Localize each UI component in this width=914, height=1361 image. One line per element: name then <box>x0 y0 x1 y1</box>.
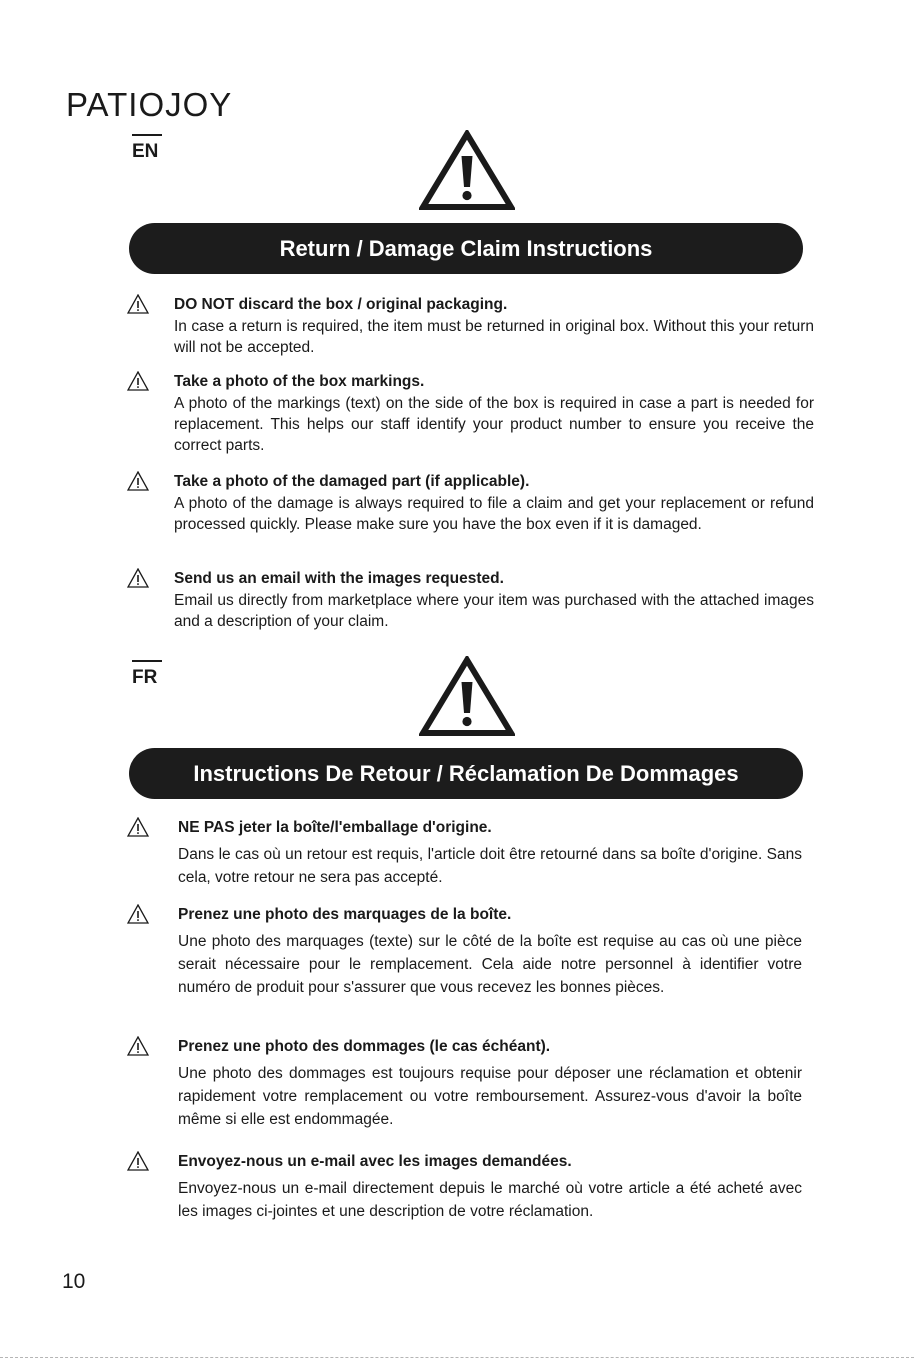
warning-icon <box>127 904 149 924</box>
instruction-item <box>174 371 814 456</box>
page-number: 10 <box>62 1270 86 1293</box>
language-label-en <box>132 134 162 163</box>
instruction-body: Une photo des marquages (texte) sur le côté de la boîte est requise au cas où une pièce serait nécessaire pour le remplacement. Cela aide notre personnel à identifier votre numéro de produit pour s'assurer que vous recevez les bonnes pièces. <box>178 933 802 996</box>
instruction-item <box>174 568 814 632</box>
instruction-body: Envoyez-nous un e-mail directement depuis le marché où votre article a été acheté avec les images ci-jointes et une description de votre réclamation. <box>178 1180 802 1220</box>
language-code: EN <box>132 141 159 162</box>
instruction-item <box>174 471 814 535</box>
instruction-body: In case a return is required, the item must be returned in original box. Without this your return will not be accepted. <box>174 318 814 356</box>
warning-icon <box>127 294 149 314</box>
warning-icon <box>127 471 149 491</box>
warning-icon <box>127 1151 149 1171</box>
warning-icon <box>127 817 149 837</box>
instruction-item <box>178 817 802 889</box>
section-title-banner: Return / Damage Claim Instructions <box>129 223 803 274</box>
instruction-heading: Envoyez-nous un e-mail avec les images demandées. <box>178 1153 572 1170</box>
warning-icon <box>419 656 515 736</box>
instruction-body: Email us directly from marketplace where your item was purchased with the attached images and a description of your claim. <box>174 592 814 630</box>
warning-icon <box>127 371 149 391</box>
warning-icon <box>127 568 149 588</box>
warning-icon <box>127 1036 149 1056</box>
instruction-heading: Prenez une photo des dommages (le cas échéant). <box>178 1038 551 1055</box>
instruction-heading: Take a photo of the box markings. <box>174 373 425 390</box>
language-bar <box>132 134 162 136</box>
instruction-heading: Take a photo of the damaged part (if applicable). <box>174 473 530 490</box>
instruction-heading: DO NOT discard the box / original packaging. <box>174 296 508 313</box>
instruction-body: Une photo des dommages est toujours requise pour déposer une réclamation et obtenir rapidement votre remplacement ou votre remboursement. Assurez-vous d'avoir la boîte même si elle est endommagée. <box>178 1065 802 1128</box>
instruction-item <box>178 904 802 999</box>
instruction-heading: NE PAS jeter la boîte/l'emballage d'origine. <box>178 819 492 836</box>
section-title-banner: Instructions De Retour / Réclamation De Dommages <box>129 748 803 799</box>
instruction-heading: Prenez une photo des marquages de la boîte. <box>178 906 512 923</box>
page-edge-divider <box>0 1357 914 1358</box>
instruction-item <box>174 294 814 358</box>
language-label-fr <box>132 660 162 689</box>
instruction-body: Dans le cas où un retour est requis, l'article doit être retourné dans sa boîte d'origine. Sans cela, votre retour ne sera pas accepté. <box>178 846 802 886</box>
warning-icon <box>419 130 515 210</box>
instruction-heading: Send us an email with the images requested. <box>174 570 504 587</box>
language-code: FR <box>132 667 158 688</box>
brand-logo: PATIOJOY <box>66 86 233 123</box>
language-bar <box>132 660 162 662</box>
instruction-item <box>178 1036 802 1131</box>
instruction-item <box>178 1151 802 1223</box>
instruction-body: A photo of the markings (text) on the side of the box is required in case a part is needed for replacement. This helps our staff identify your product number to ensure you receive the correct parts. <box>174 395 814 454</box>
instruction-body: A photo of the damage is always required to file a claim and get your replacement or refund processed quickly. Please make sure you have the box even if it is damaged. <box>174 495 814 533</box>
